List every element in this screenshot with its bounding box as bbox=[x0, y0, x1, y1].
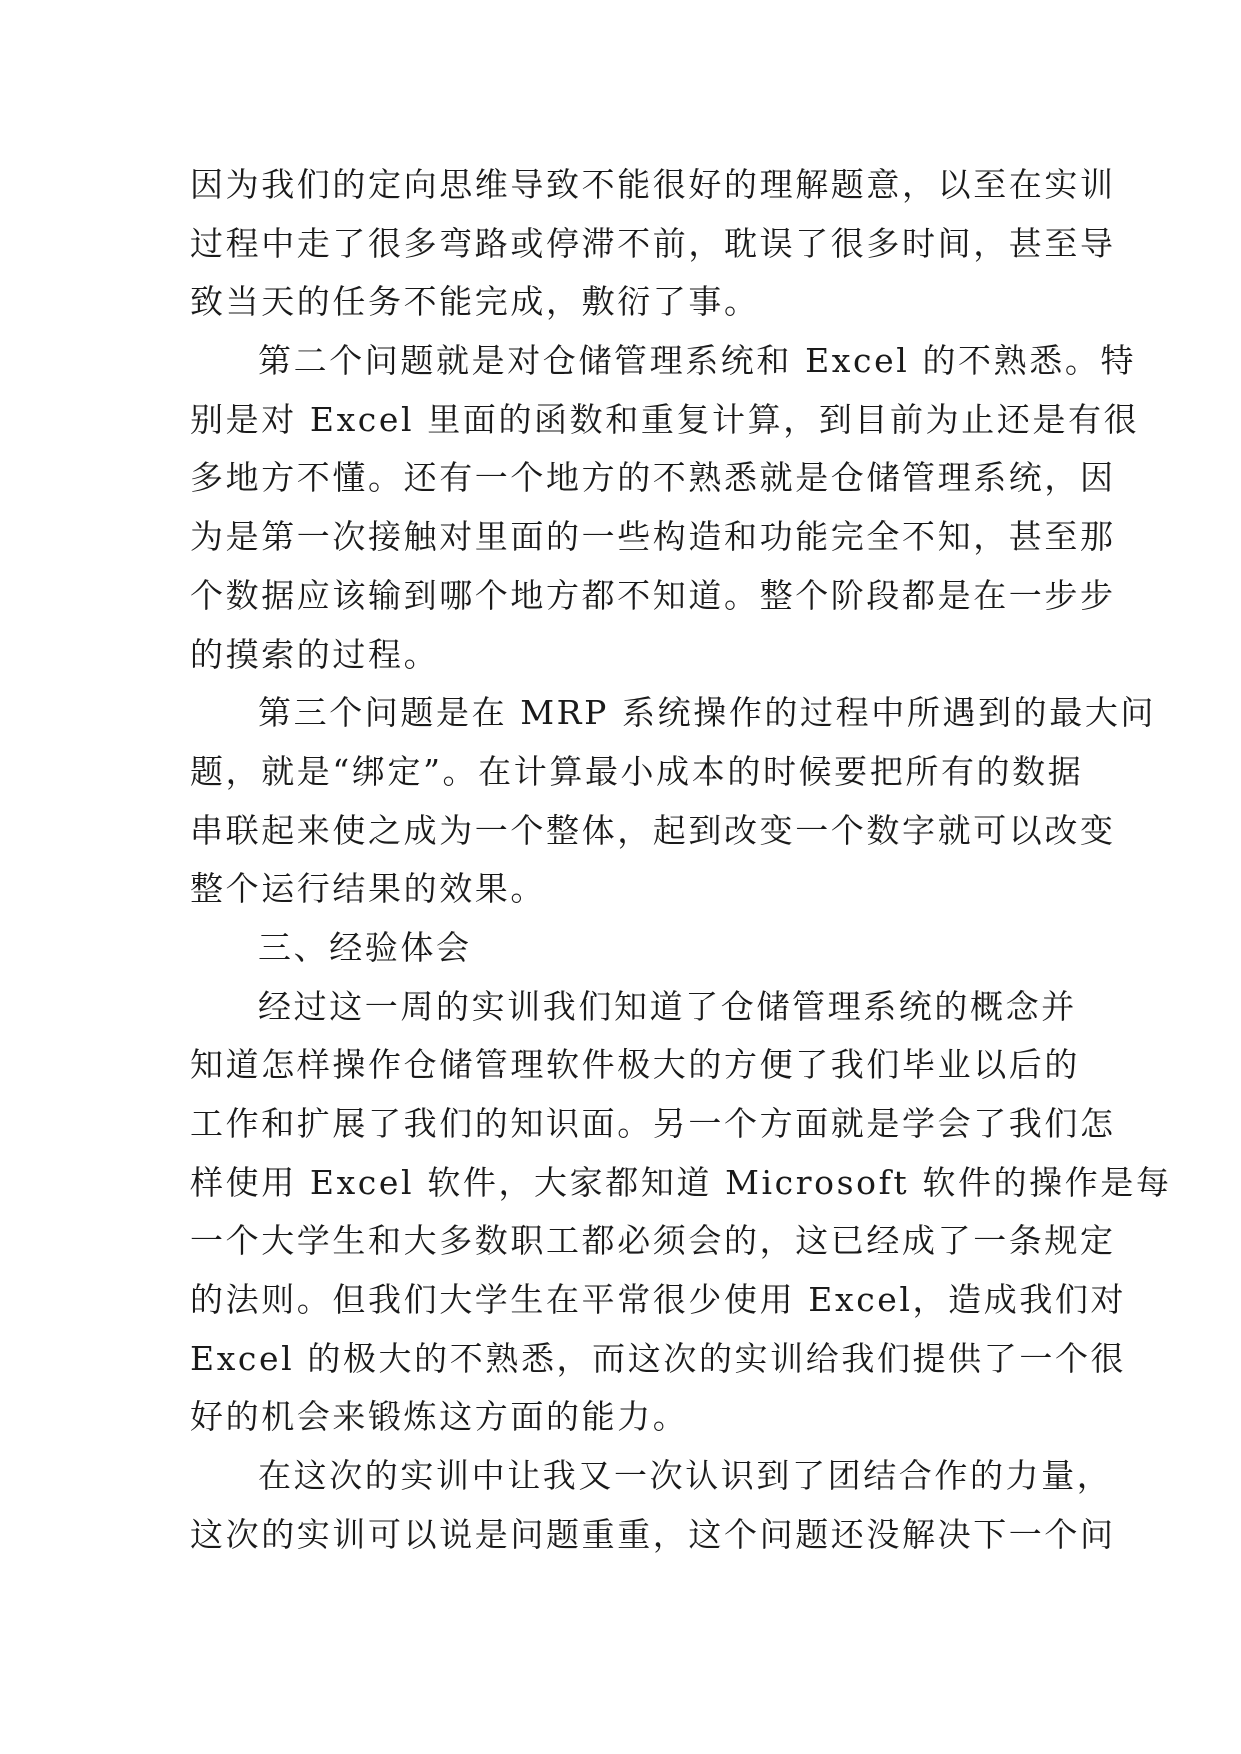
text-line: 致当天的任务不能完成，敷衍了事。 bbox=[190, 282, 760, 322]
text-line: 的法则。但我们大学生在平常很少使用 Excel，造成我们对 bbox=[190, 1280, 1127, 1320]
paragraph bbox=[190, 919, 1050, 978]
text-line: 第二个问题就是对仓储管理系统和 Excel 的不熟悉。特 bbox=[258, 341, 1137, 381]
text-line: 在这次的实训中让我又一次认识到了团结合作的力量， bbox=[258, 1456, 1113, 1496]
text-line: 经过这一周的实训我们知道了仓储管理系统的概念并 bbox=[258, 986, 1077, 1026]
paragraph bbox=[190, 332, 1140, 684]
paragraph bbox=[190, 156, 1116, 332]
paragraph bbox=[190, 1447, 1116, 1564]
paragraph bbox=[190, 978, 1172, 1448]
text-line: 好的机会来锻炼这方面的能力。 bbox=[190, 1397, 689, 1437]
text-line: 串联起来使之成为一个整体，起到改变一个数字就可以改变 bbox=[190, 810, 1116, 850]
text-line: 工作和扩展了我们的知识面。另一个方面就是学会了我们怎 bbox=[190, 1104, 1116, 1143]
text-line: 别是对 Excel 里面的函数和重复计算，到目前为止还是有很 bbox=[190, 399, 1140, 439]
text-line: Excel 的极大的不熟悉，而这次的实训给我们提供了一个很 bbox=[190, 1338, 1127, 1378]
text-line: 题，就是“绑定”。在计算最小成本的时候要把所有的数据 bbox=[190, 751, 1084, 791]
text-line: 的摸索的过程。 bbox=[190, 634, 440, 674]
paragraph bbox=[190, 684, 1157, 919]
text-line: 整个运行结果的效果。 bbox=[190, 869, 546, 909]
text-line: 知道怎样操作仓储管理软件极大的方便了我们毕业以后的 bbox=[190, 1045, 1080, 1085]
text-line: 因为我们的定向思维导致不能很好的理解题意，以至在实训 bbox=[190, 165, 1116, 204]
document-body bbox=[190, 156, 1172, 1565]
text-line: 多地方不懂。还有一个地方的不熟悉就是仓储管理系统，因 bbox=[190, 458, 1116, 498]
text-line: 第三个问题是在 MRP 系统操作的过程中所遇到的最大问 bbox=[258, 693, 1157, 733]
text-line: 样使用 Excel 软件，大家都知道 Microsoft 软件的操作是每 bbox=[190, 1162, 1172, 1202]
text-line: 过程中走了很多弯路或停滞不前，耽误了很多时间，甚至导 bbox=[190, 223, 1116, 263]
text-line: 一个大学生和大多数职工都必须会的，这已经成了一条规定 bbox=[190, 1221, 1116, 1261]
text-line: 为是第一次接触对里面的一些构造和功能完全不知，甚至那 bbox=[190, 517, 1116, 557]
text-line: 这次的实训可以说是问题重重，这个问题还没解决下一个问 bbox=[190, 1514, 1116, 1554]
text-line: 个数据应该输到哪个地方都不知道。整个阶段都是在一步步 bbox=[190, 575, 1116, 615]
text-line: 三、经验体会 bbox=[258, 927, 472, 967]
